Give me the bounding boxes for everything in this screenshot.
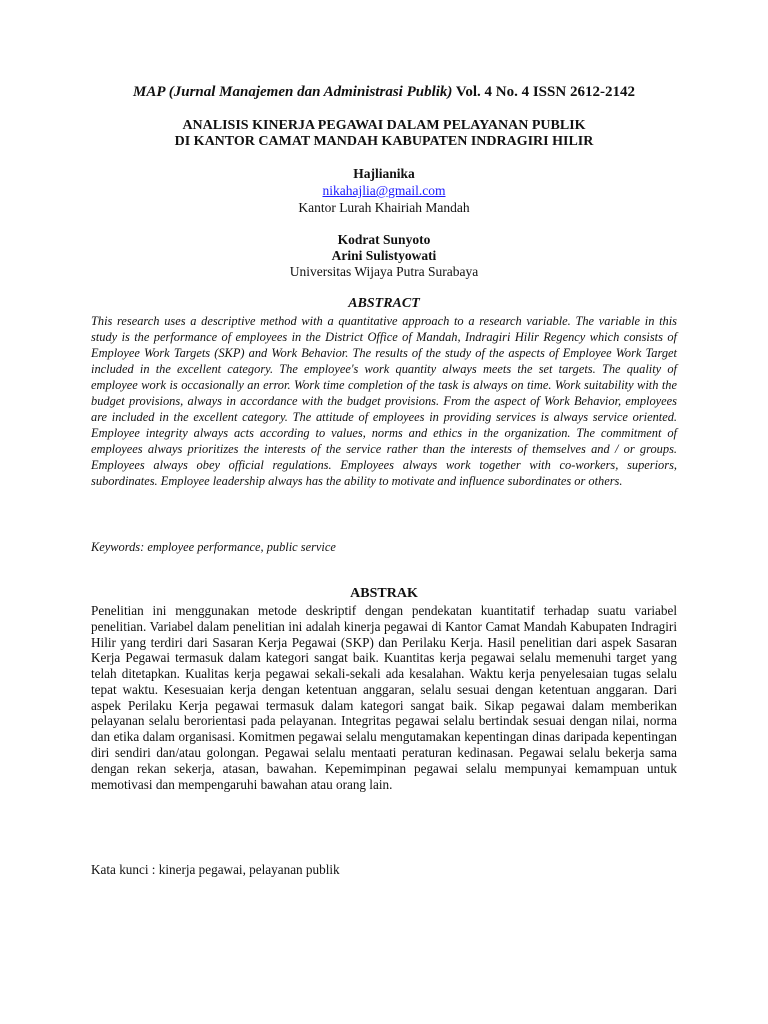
- abstract-body-indonesian: Penelitian ini menggunakan metode deskriptif dengan pendekatan kuantitatif terhadap suatu variabel penelitian. Variabel dalam penelitian ini adalah kinerja pegawai di Kantor Camat Mandah Kabupaten Indragiri Hilir yang terdiri dari Sasaran Kerja Pegawai (SKP) dan Perilaku Kerja. Hasil penelitian dari aspek Sasaran Kerja Pegawai termasuk dalam kategori sangat baik. Kuantitas kerja pegawai selalu memenuhi target yang telah ditetapkan. Kualitas kerja pegawai sekali-sekali ada kesalahan. Waktu kerja penyelesaian tugas selalu tepat waktu. Kesesuaian kerja dengan ketentuan anggaran, selalu sesuai dengan ketentuan anggaran. Dari aspek Perilaku Kerja pegawai termasuk dalam kategori sangat baik. Sikap pegawai dalam memberikan pelayanan selalu berorientasi pada pelayanan. Integritas pegawai selalu bertindak sesuai dengan nilai, norma dan etika dalam organisasi. Komitmen pegawai selalu mengutamakan kepentingan dinas daripada kepentingan diri sendiri dan/atau golongan. Pegawai selalu mentaati peraturan kedinasan. Pegawai selalu bekerja sama dengan rekan sekerja, atasan, bawahan. Kepemimpinan pegawai selalu mempunyai kemampuan untuk memotivasi dan mempengaruhi bawahan atau orang lain.: [91, 603, 677, 792]
- abstract-body-english: This research uses a descriptive method with a quantitative approach to a research variable. The variable in this study is the performance of employees in the District Office of Mandah, Indragiri Hilir Regency which consists of Employee Work Targets (SKP) and Work Behavior. The results of the study of the aspects of Employee Work Target included in the excellent category. The employee's work quantity always meets the set targets. The quality of employee work is occasionally an error. Work time completion of the task is always on time. Work suitability with the budget provisions, always in accordance with the budget provisions. From the aspect of Work Behavior, employees are included in the excellent category. The attitude of employees in providing services is always service oriented. Employee integrity always acts according to values, norms and ethics in the organization. The commitment of employees always prioritizes the interests of the service rather than the interests of themselves and / or groups. Employees always obey official regulations. Employees always work together with co-workers, superiors, subordinates. Employee leadership always has the ability to motivate and influence subordinates or others.: [91, 314, 677, 489]
- paper-title-line-2: DI KANTOR CAMAT MANDAH KABUPATEN INDRAGIRI HILIR: [174, 134, 594, 149]
- author-affiliation: Kantor Lurah Khairiah Mandah: [298, 200, 470, 215]
- journal-header: [0, 84, 768, 101]
- journal-volume-issn: Vol. 4 No. 4 ISSN 2612-2142: [452, 84, 635, 100]
- keywords-indonesian: Kata kunci : kinerja pegawai, pelayanan publik: [91, 862, 340, 877]
- author-name: Arini Sulistyowati: [331, 248, 437, 263]
- author-email-link[interactable]: nikahajlia@gmail.com: [322, 183, 446, 198]
- paper-title-line-1: ANALISIS KINERJA PEGAWAI DALAM PELAYANAN PUBLIK: [182, 118, 586, 133]
- author-name: Kodrat Sunyoto: [337, 232, 431, 247]
- keywords-english: Keywords: employee performance, public service: [91, 540, 336, 554]
- author-name: Hajlianika: [353, 166, 415, 181]
- journal-name: MAP (Jurnal Manajemen dan Administrasi Publik): [133, 84, 453, 100]
- abstract-heading: ABSTRACT: [348, 296, 420, 311]
- author-affiliation: Universitas Wijaya Putra Surabaya: [289, 264, 479, 279]
- abstrak-heading: ABSTRAK: [350, 586, 418, 601]
